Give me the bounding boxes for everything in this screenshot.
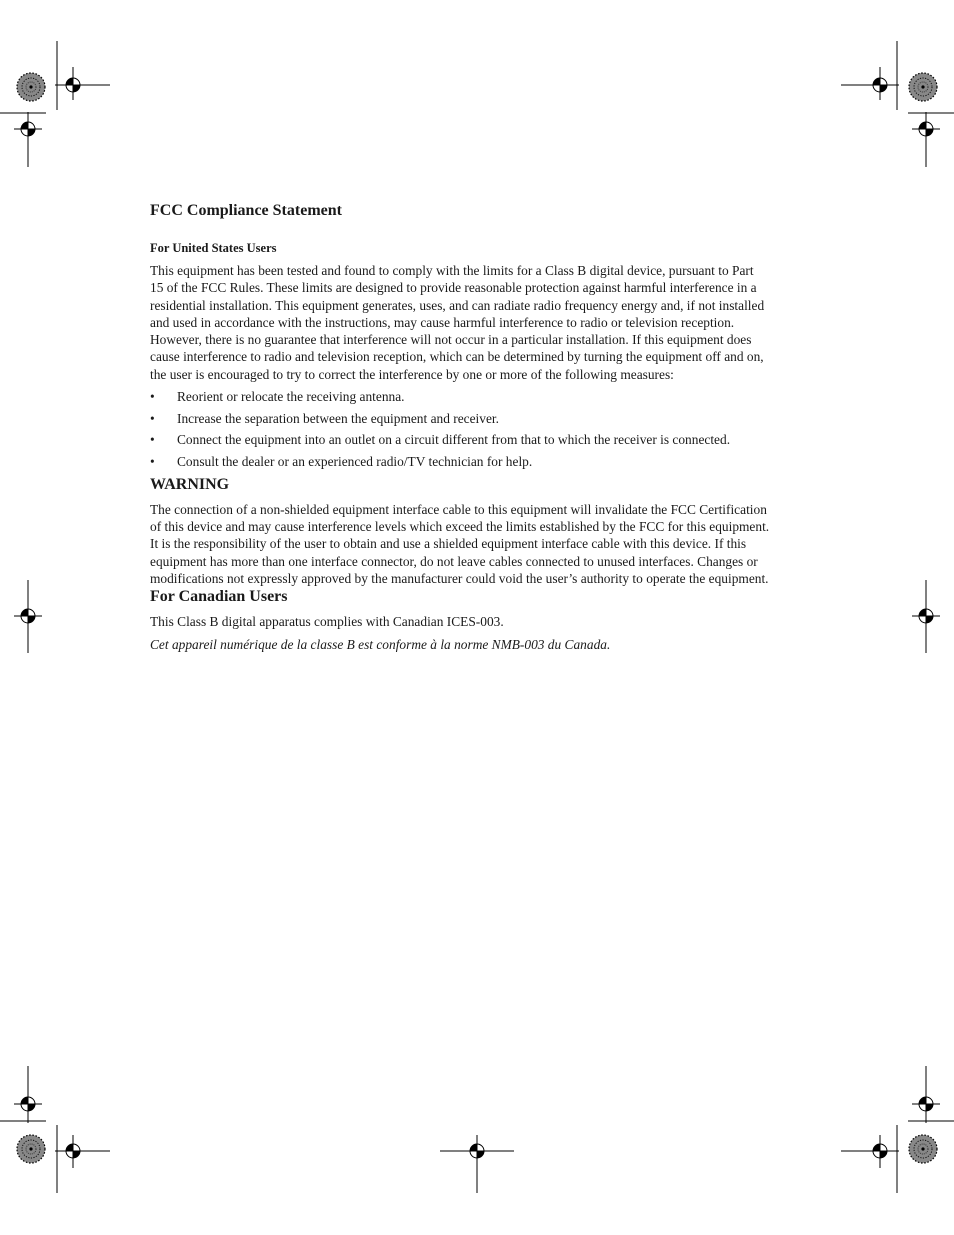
bullet-icon: • [150, 389, 155, 405]
canadian-french-statement: Cet appareil numérique de la classe B est conforme à la norme NMB-003 du Canada. [150, 636, 611, 652]
bullet-icon: • [150, 432, 155, 448]
page-title: FCC Compliance Statement [150, 202, 342, 219]
canadian-users-heading: For Canadian Users [150, 588, 288, 606]
list-item [150, 388, 770, 405]
bullet-icon: • [150, 410, 155, 426]
list-item-text: Connect the equipment into an outlet on a circuit different from that to which the receiver is connected. [177, 432, 731, 448]
us-users-paragraph: This equipment has been tested and found to comply with the limits for a Class B digital device, pursuant to Part 15 of the FCC Rules. These limits are designed to provide reasonable protection against harmful interference in a residential installation. This equipment generates, uses, and can radiate radio frequency energy and, if not installed and used in accordance with the instructions, may cause harmful interference to radio or television reception. However, there is no guarantee that interference will not occur in a particular installation. If this equipment does cause interference to radio and television reception, which can be determined by turning the equipment off and on, the user is encouraged to try to correct the interference by one or more of the following measures: [150, 263, 765, 382]
starburst-target-icon [909, 73, 937, 101]
warning-paragraph: The connection of a non-shielded equipment interface cable to this equipment will invalidate the FCC Certification of this device and may cause interference levels which exceed the limits established by the FCC for this equipment. It is the responsibility of the user to obtain and use a shielded equipment interface cable with this device. If this equipment has more than one interface connector, do not leave cables connected to unused interfaces. Changes or modifications not expressly approved by the manufacturer could void the user’s authority to operate the equipment. [150, 501, 770, 587]
warning-heading: WARNING [150, 475, 230, 493]
list-item [150, 410, 770, 427]
starburst-target-icon [909, 1135, 937, 1163]
list-item-text: Increase the separation between the equipment and receiver. [177, 410, 499, 426]
canadian-english-statement: This Class B digital apparatus complies with Canadian ICES-003. [150, 614, 504, 630]
bullet-icon: • [150, 454, 155, 470]
list-item-text: Reorient or relocate the receiving antenna. [177, 389, 405, 405]
starburst-target-icon [17, 73, 45, 101]
document-body [150, 201, 770, 653]
list-item-text: Consult the dealer or an experienced radio/TV technician for help. [177, 454, 533, 470]
list-item [150, 453, 770, 470]
list-item [150, 431, 770, 448]
starburst-target-icon [17, 1135, 45, 1163]
us-users-heading: For United States Users [150, 241, 277, 255]
measures-list [150, 388, 770, 470]
